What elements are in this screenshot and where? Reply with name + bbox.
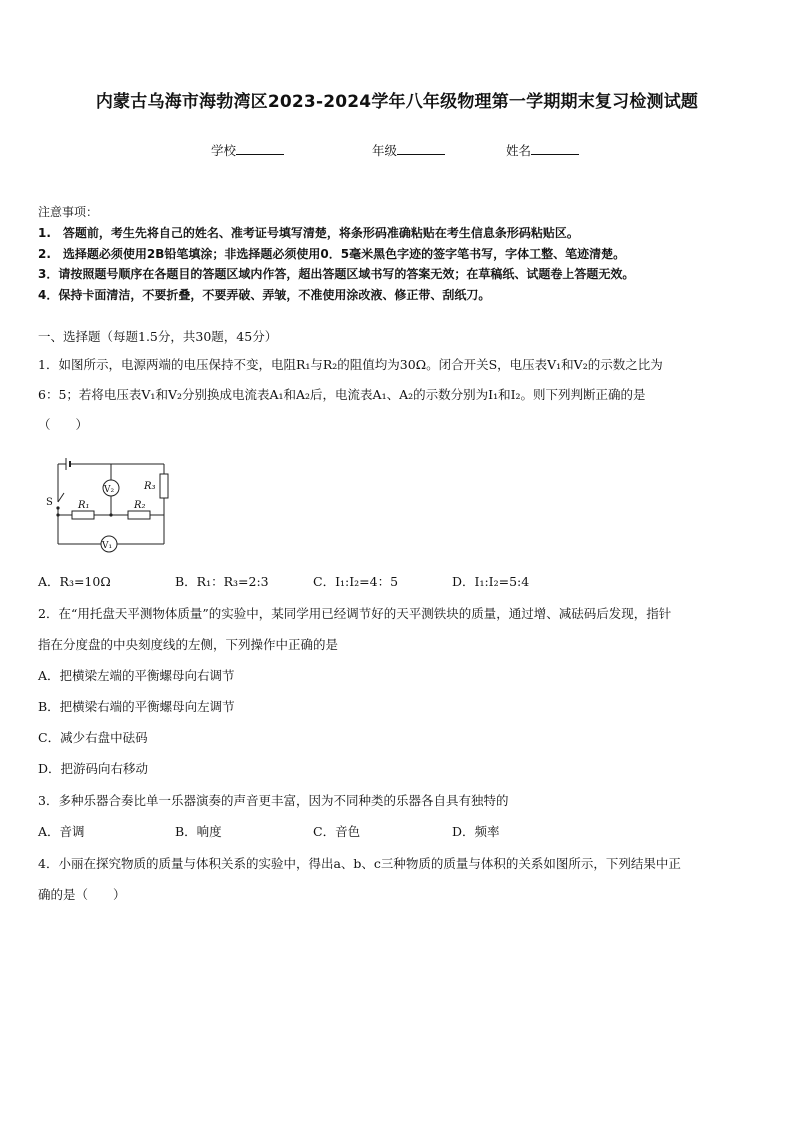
page-title: 内蒙古乌海市海勃湾区2023-2024学年八年级物理第一学期期末复习检测试题 bbox=[95, 92, 699, 112]
q2-option-b[interactable]: B．把横梁右端的平衡螺母向左调节 bbox=[38, 699, 235, 714]
school-label: 学校 bbox=[211, 143, 237, 158]
q4-text-line: 4．小丽在探究物质的质量与体积关系的实验中，得出a、b、c三种物质的质量与体积的关系如图所示，下列结果中正 bbox=[38, 856, 681, 871]
notice-item: 1. 答题前，考生先将自己的姓名、准考证号填写清楚，将条形码准确粘贴在考生信息条形码粘贴区。 bbox=[38, 226, 579, 240]
q3-option-a[interactable]: A．音调 bbox=[38, 824, 85, 839]
v1-label: V₁ bbox=[102, 541, 113, 551]
q3-option-b[interactable]: B．响度 bbox=[175, 824, 222, 839]
name-blank[interactable] bbox=[531, 141, 579, 155]
notice-heading: 注意事项： bbox=[38, 205, 99, 219]
school-field[interactable] bbox=[211, 141, 284, 159]
q2-option-c[interactable]: C．减少右盘中砝码 bbox=[38, 730, 148, 745]
q1-text-line: 6：5；若将电压表V₁和V₂分别换成电流表A₁和A₂后，电流表A₁、A₂的示数分别为I₁和I₂。则下列判断正确的是 bbox=[38, 387, 646, 402]
q3-text-line: 3．多种乐器合奏比单一乐器演奏的声音更丰富，因为不同种类的乐器各自具有独特的 bbox=[38, 793, 509, 808]
notice-item: 2. 选择题必须使用2B铅笔填涂；非选择题必须使用0．5毫米黑色字迹的签字笔书写，字体工整、笔迹清楚。 bbox=[38, 247, 626, 261]
q1-option-d[interactable]: D．I₁:I₂=5:4 bbox=[452, 574, 530, 589]
junction-dot bbox=[56, 513, 59, 516]
grade-label: 年级 bbox=[372, 143, 398, 158]
section-heading: 一、选择题（每题1.5分，共30题，45分） bbox=[38, 329, 278, 344]
name-label: 姓名 bbox=[506, 143, 532, 158]
q1-option-a[interactable]: A．R₃=10Ω bbox=[38, 574, 111, 589]
q3-option-c[interactable]: C．音色 bbox=[313, 824, 361, 839]
q2-text-line: 2．在“用托盘天平测物体质量”的实验中，某同学用已经调节好的天平测铁块的质量，通过增、减砝码后发现，指针 bbox=[38, 606, 672, 621]
switch-label: S bbox=[46, 497, 53, 508]
grade-field[interactable] bbox=[372, 141, 445, 159]
r3-label: R₃ bbox=[144, 481, 156, 492]
r2-label: R₂ bbox=[134, 500, 146, 511]
notice-item: 3．请按照题号顺序在各题目的答题区域内作答，超出答题区域书写的答案无效；在草稿纸、试题卷上答题无效。 bbox=[38, 267, 635, 281]
q1-text-line: 1．如图所示，电源两端的电压保持不变，电阻R₁与R₂的阻值均为30Ω。闭合开关S，电压表V₁和V₂的示数之比为 bbox=[38, 357, 663, 372]
q1-text-line: （ ） bbox=[38, 417, 89, 432]
student-info-row bbox=[0, 141, 794, 161]
q1-option-c[interactable]: C．I₁:I₂=4：5 bbox=[313, 574, 399, 589]
q2-option-d[interactable]: D．把游码向右移动 bbox=[38, 761, 149, 776]
q4-text-line: 确的是（ ） bbox=[38, 887, 126, 902]
q2-text-line: 指在分度盘的中央刻度线的左侧，下列操作中正确的是 bbox=[38, 637, 339, 652]
q3-option-d[interactable]: D．频率 bbox=[452, 824, 500, 839]
q1-option-b[interactable]: B．R₁：R₃=2:3 bbox=[175, 574, 269, 589]
name-field[interactable] bbox=[506, 141, 579, 159]
r1-label: R₁ bbox=[78, 500, 90, 511]
q2-option-a[interactable]: A．把横梁左端的平衡螺母向右调节 bbox=[38, 668, 235, 683]
notice-item: 4．保持卡面清洁，不要折叠，不要弄破、弄皱，不准使用涂改液、修正带、刮纸刀。 bbox=[38, 288, 491, 302]
switch-terminal bbox=[56, 506, 59, 509]
grade-blank[interactable] bbox=[397, 141, 445, 155]
school-blank[interactable] bbox=[236, 141, 284, 155]
v2-label: V₂ bbox=[104, 485, 115, 495]
circuit-diagram bbox=[44, 452, 184, 560]
junction-dot bbox=[109, 513, 112, 516]
